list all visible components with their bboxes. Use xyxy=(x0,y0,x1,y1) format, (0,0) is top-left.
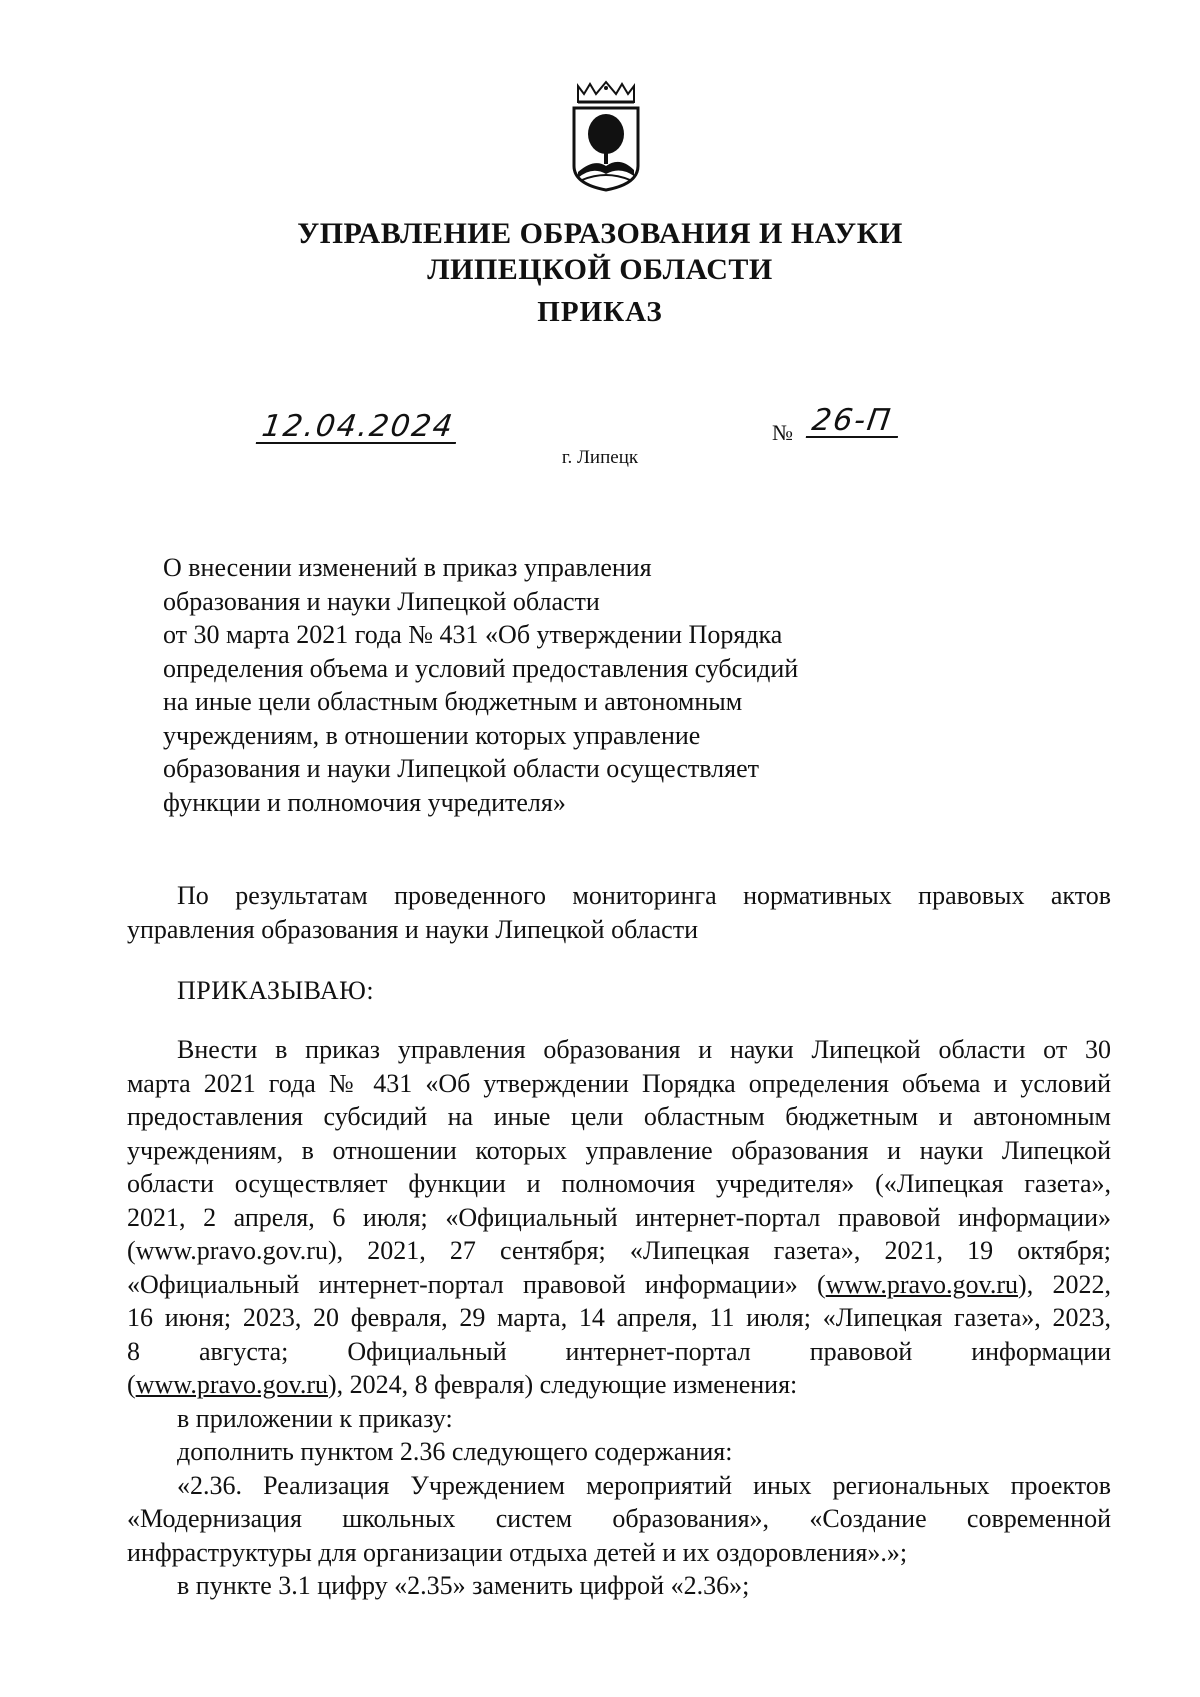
subject-line: О внесении изменений в приказ управления xyxy=(163,553,652,582)
number-sign: № xyxy=(772,420,793,445)
word: образования», xyxy=(612,1504,770,1533)
main-paragraph xyxy=(127,1033,1111,1603)
document-subject xyxy=(163,551,923,819)
main-line xyxy=(127,1335,1111,1369)
word: «Создание xyxy=(809,1504,927,1533)
document-number: 26-П xyxy=(806,406,902,438)
word: «Модернизация xyxy=(127,1504,302,1533)
main-line xyxy=(127,1502,1111,1536)
document-type: ПРИКАЗ xyxy=(537,296,663,328)
document-date: 12.04.2024 xyxy=(256,412,460,444)
main-line: Внести в приказ управления образования и науки Липецкой области от 30 xyxy=(177,1035,1111,1064)
word: информации xyxy=(971,1336,1112,1366)
subject-line: образования и науки Липецкой области осуществляет xyxy=(163,754,760,783)
preamble-line: управления образования и науки Липецкой области xyxy=(127,914,698,944)
organization-name-line-2: ЛИПЕЦКОЙ ОБЛАСТИ xyxy=(427,253,773,286)
word: 8 xyxy=(127,1336,140,1366)
main-line: в приложении к приказу: xyxy=(177,1403,453,1433)
order-word: ПРИКАЗЫВАЮ: xyxy=(177,976,375,1005)
text-segment: ( xyxy=(127,1370,136,1399)
main-line: (www.pravo.gov.ru), 2021, 27 сентября; «Липецкая газета», 2021, 19 октября; xyxy=(127,1236,1111,1265)
subject-line: учреждениям, в отношении которых управление xyxy=(163,720,701,750)
main-line: 2021, 2 апреля, 6 июля; «Официальный интернет-портал правовой информации» xyxy=(127,1202,1111,1232)
text-segment: ), 2024, 8 февраля) следующие изменения: xyxy=(327,1370,798,1399)
word: августа; xyxy=(198,1336,289,1366)
preamble-paragraph xyxy=(127,879,1111,946)
main-line: области осуществляет функции и полномочия учредителя» («Липецкая газета», xyxy=(127,1169,1111,1198)
main-line: дополнить пунктом 2.36 следующего содержания: xyxy=(177,1437,733,1466)
main-line xyxy=(127,1368,1111,1402)
main-line: в пункте 3.1 цифру «2.35» заменить цифрой «2.36»; xyxy=(177,1571,750,1600)
pravo-link[interactable]: www.pravo.gov.ru xyxy=(135,1370,328,1399)
subject-line: определения объема и условий предоставления субсидий xyxy=(163,653,799,683)
subject-line: образования и науки Липецкой области xyxy=(163,586,600,616)
text-segment: ), 2022, xyxy=(1018,1269,1111,1299)
word: Официальный xyxy=(347,1336,507,1366)
main-line: предоставления субсидий на иные цели областным бюджетным и автономным xyxy=(127,1102,1111,1131)
word: систем xyxy=(495,1504,573,1533)
word: школьных xyxy=(342,1504,456,1533)
pravo-link[interactable]: www.pravo.gov.ru xyxy=(825,1269,1019,1299)
word: правовой xyxy=(809,1336,913,1366)
lipetsk-coat-of-arms-icon xyxy=(570,80,642,192)
subject-line: на иные цели областным бюджетным и автономным xyxy=(163,687,743,716)
main-line: 16 июня; 2023, 20 февраля, 29 марта, 14 апреля, 11 июля; «Липецкая газета», 2023, xyxy=(127,1303,1111,1332)
preamble-line: По результатам проведенного мониторинга нормативных правовых актов xyxy=(177,881,1111,910)
organization-name-line-1: УПРАВЛЕНИЕ ОБРАЗОВАНИЯ И НАУКИ xyxy=(297,217,903,250)
word: современной xyxy=(966,1504,1112,1533)
main-line: «2.36. Реализация Учреждением мероприятий иных региональных проектов xyxy=(177,1470,1111,1500)
document-city: г. Липецк xyxy=(561,447,639,468)
word: интернет-портал xyxy=(565,1336,751,1366)
main-line: марта 2021 года № 431 «Об утверждении Порядка определения объема и условий xyxy=(127,1068,1111,1098)
text-segment: «Официальный интернет-портал правовой информации» ( xyxy=(127,1269,826,1299)
subject-line: функции и полномочия учредителя» xyxy=(163,787,566,817)
main-line xyxy=(127,1268,1111,1302)
main-line: инфраструктуры для организации отдыха детей и их оздоровления».»; xyxy=(127,1537,908,1567)
main-line: учреждениям, в отношении которых управление образования и науки Липецкой xyxy=(127,1135,1111,1165)
subject-line: от 30 марта 2021 года № 431 «Об утверждении Порядка xyxy=(163,620,783,649)
